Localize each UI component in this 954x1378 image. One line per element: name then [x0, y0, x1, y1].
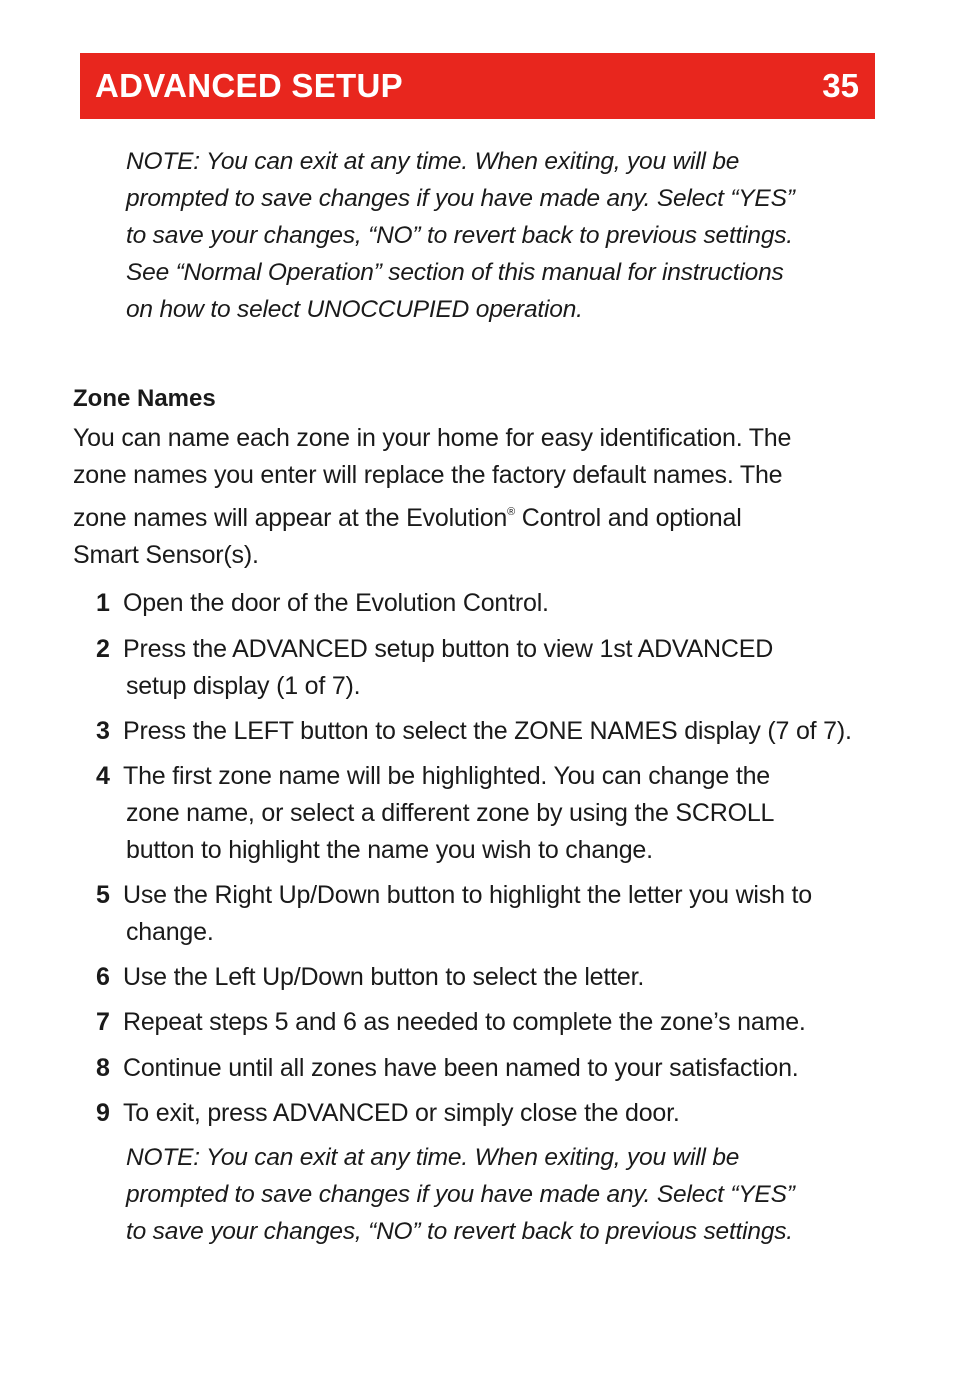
step-number: 2 [96, 635, 110, 663]
note-bottom [126, 1139, 886, 1250]
step-number: 5 [96, 881, 110, 909]
step-number: 9 [96, 1099, 110, 1127]
step-text: setup display (1 of 7). [126, 672, 361, 700]
zone-names-heading: Zone Names [73, 385, 216, 412]
note-line: prompted to save changes if you have made any. Select “YES” [126, 185, 795, 212]
page-number: 35 [822, 67, 859, 104]
step-text: change. [126, 918, 214, 946]
intro-line: You can name each zone in your home for easy identification. The [73, 424, 792, 452]
step-text: Use the Left Up/Down button to select the letter. [123, 963, 645, 991]
step-text: zone name, or select a different zone by using the SCROLL [126, 799, 775, 827]
note-line: to save your changes, “NO” to revert back to previous settings. [126, 1218, 793, 1245]
step-number: 4 [96, 762, 110, 790]
step-number: 1 [96, 589, 110, 617]
step-3 [96, 713, 886, 750]
note-line: See “Normal Operation” section of this manual for instructions [126, 259, 784, 286]
note-line: NOTE: You can exit at any time. When exiting, you will be [126, 148, 740, 175]
intro-text: Control and optional [515, 504, 742, 532]
step-number: 7 [96, 1008, 110, 1036]
note-top [126, 143, 886, 328]
note-line: to save your changes, “NO” to revert back to previous settings. [126, 222, 793, 249]
zone-names-intro [73, 420, 873, 574]
step-6 [96, 959, 886, 996]
step-number: 8 [96, 1054, 110, 1082]
step-5 [96, 877, 886, 951]
step-number: 6 [96, 963, 110, 991]
step-text: Repeat steps 5 and 6 as needed to complete the zone’s name. [123, 1008, 806, 1036]
section-header-bar [80, 53, 875, 119]
step-2 [96, 631, 886, 705]
step-text: Use the Right Up/Down button to highlight the letter you wish to [123, 881, 812, 909]
step-text: To exit, press ADVANCED or simply close the door. [123, 1099, 680, 1127]
step-text: Open the door of the Evolution Control. [123, 589, 549, 617]
section-title: ADVANCED SETUP [95, 67, 403, 104]
intro-line: zone names you enter will replace the factory default names. The [73, 461, 783, 489]
step-7 [96, 1004, 886, 1041]
step-9 [96, 1095, 886, 1132]
step-text: The first zone name will be highlighted. You can change the [123, 762, 770, 790]
registered-mark: ® [507, 506, 516, 518]
step-text: button to highlight the name you wish to change. [126, 836, 653, 864]
note-line: prompted to save changes if you have made any. Select “YES” [126, 1181, 795, 1208]
step-number: 3 [96, 717, 110, 745]
step-text: Continue until all zones have been named to your satisfaction. [123, 1054, 799, 1082]
note-line: NOTE: You can exit at any time. When exiting, you will be [126, 1144, 740, 1171]
step-text: Press the ADVANCED setup button to view 1st ADVANCED [123, 635, 774, 663]
step-1 [96, 585, 886, 622]
step-8 [96, 1050, 886, 1087]
intro-text: zone names will appear at the Evolution [73, 504, 508, 532]
intro-line: Smart Sensor(s). [73, 541, 259, 569]
note-line: on how to select UNOCCUPIED operation. [126, 296, 583, 323]
step-text: Press the LEFT button to select the ZONE NAMES display (7 of 7). [123, 717, 852, 745]
intro-line [73, 494, 873, 537]
step-4 [96, 758, 886, 869]
